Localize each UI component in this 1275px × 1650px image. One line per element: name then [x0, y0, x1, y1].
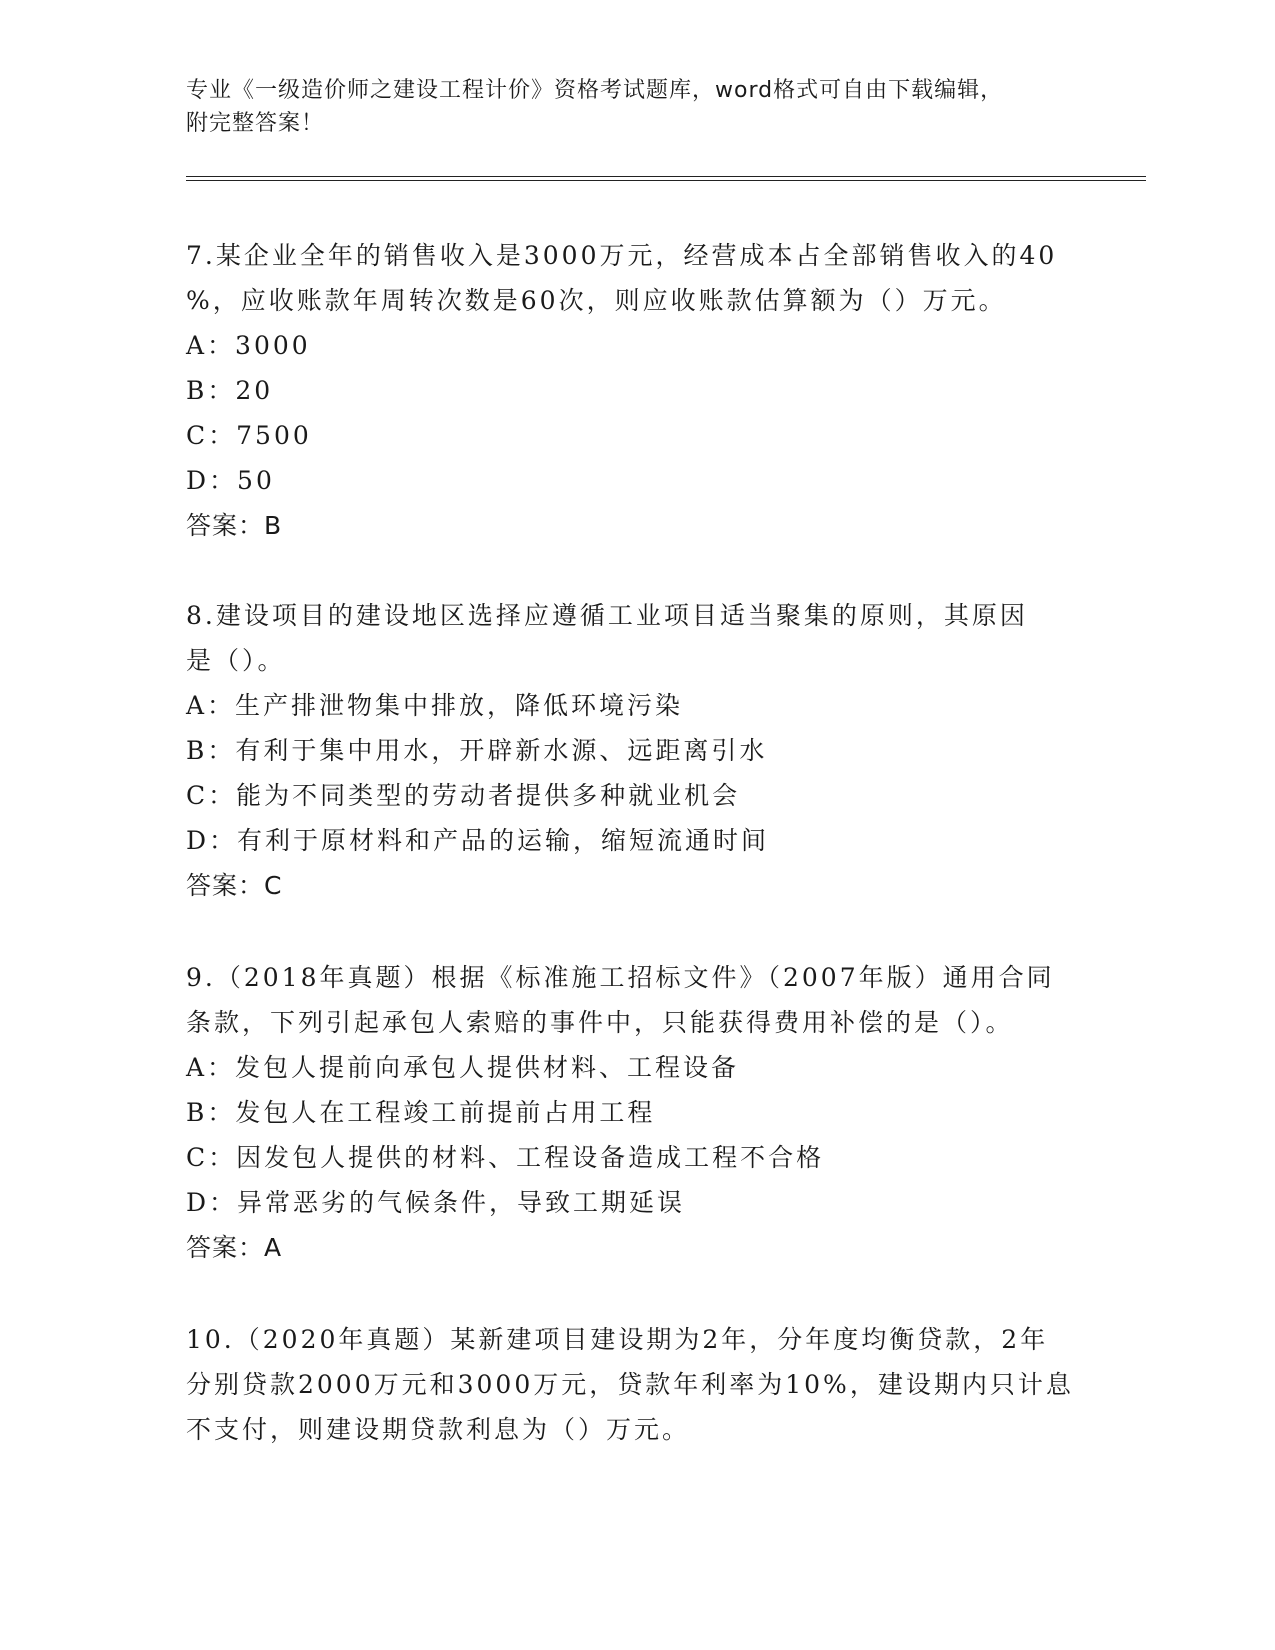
question-text: 分别贷款2000万元和3000万元，贷款年利率为10%，建设期内只计息: [186, 1370, 1074, 1399]
question-text: 7.某企业全年的销售收入是3000万元，经营成本占全部销售收入的40: [186, 241, 1058, 270]
question-9: [186, 955, 1146, 1270]
question-8: [186, 593, 1146, 908]
answer: 答案：A: [186, 1233, 283, 1262]
question-text: 10.（2020年真题）某新建项目建设期为2年，分年度均衡贷款，2年: [186, 1325, 1049, 1354]
question-7: [186, 233, 1146, 548]
question-10: [186, 1317, 1146, 1452]
header-line: 专业《一级造价师之建设工程计价》资格考试题库，word格式可自由下载编辑，: [186, 78, 1004, 103]
option-d: D：50: [186, 466, 275, 495]
question-text: 条款，下列引起承包人索赔的事件中，只能获得费用补偿的是（）。: [186, 1008, 1014, 1037]
answer: 答案：C: [186, 871, 283, 900]
question-text: 不支付，则建设期贷款利息为（）万元。: [186, 1415, 691, 1444]
option-b: B：发包人在工程竣工前提前占用工程: [186, 1098, 656, 1127]
option-b: B：有利于集中用水，开辟新水源、远距离引水: [186, 736, 768, 765]
answer: 答案：B: [186, 511, 283, 540]
question-text: 9.（2018年真题）根据《标准施工招标文件》（2007年版）通用合同: [186, 963, 1055, 992]
option-c: C：因发包人提供的材料、工程设备造成工程不合格: [186, 1143, 825, 1172]
option-c: C：能为不同类型的劳动者提供多种就业机会: [186, 781, 741, 810]
option-a: A：3000: [186, 331, 311, 360]
option-c: C：7500: [186, 421, 312, 450]
option-b: B：20: [186, 376, 274, 405]
document-header: [186, 74, 1086, 140]
option-d: D：异常恶劣的气候条件，导致工期延误: [186, 1188, 686, 1217]
header-divider: [186, 176, 1146, 181]
header-line: 附完整答案！: [186, 111, 325, 136]
question-text: 8.建设项目的建设地区选择应遵循工业项目适当聚集的原则，其原因: [186, 601, 1028, 630]
question-text: 是（）。: [186, 646, 286, 675]
question-text: %，应收账款年周转次数是60次，则应收账款估算额为（）万元。: [186, 286, 1007, 315]
option-d: D：有利于原材料和产品的运输，缩短流通时间: [186, 826, 770, 855]
option-a: A：生产排泄物集中排放，降低环境污染: [186, 691, 684, 720]
option-a: A：发包人提前向承包人提供材料、工程设备: [186, 1053, 740, 1082]
